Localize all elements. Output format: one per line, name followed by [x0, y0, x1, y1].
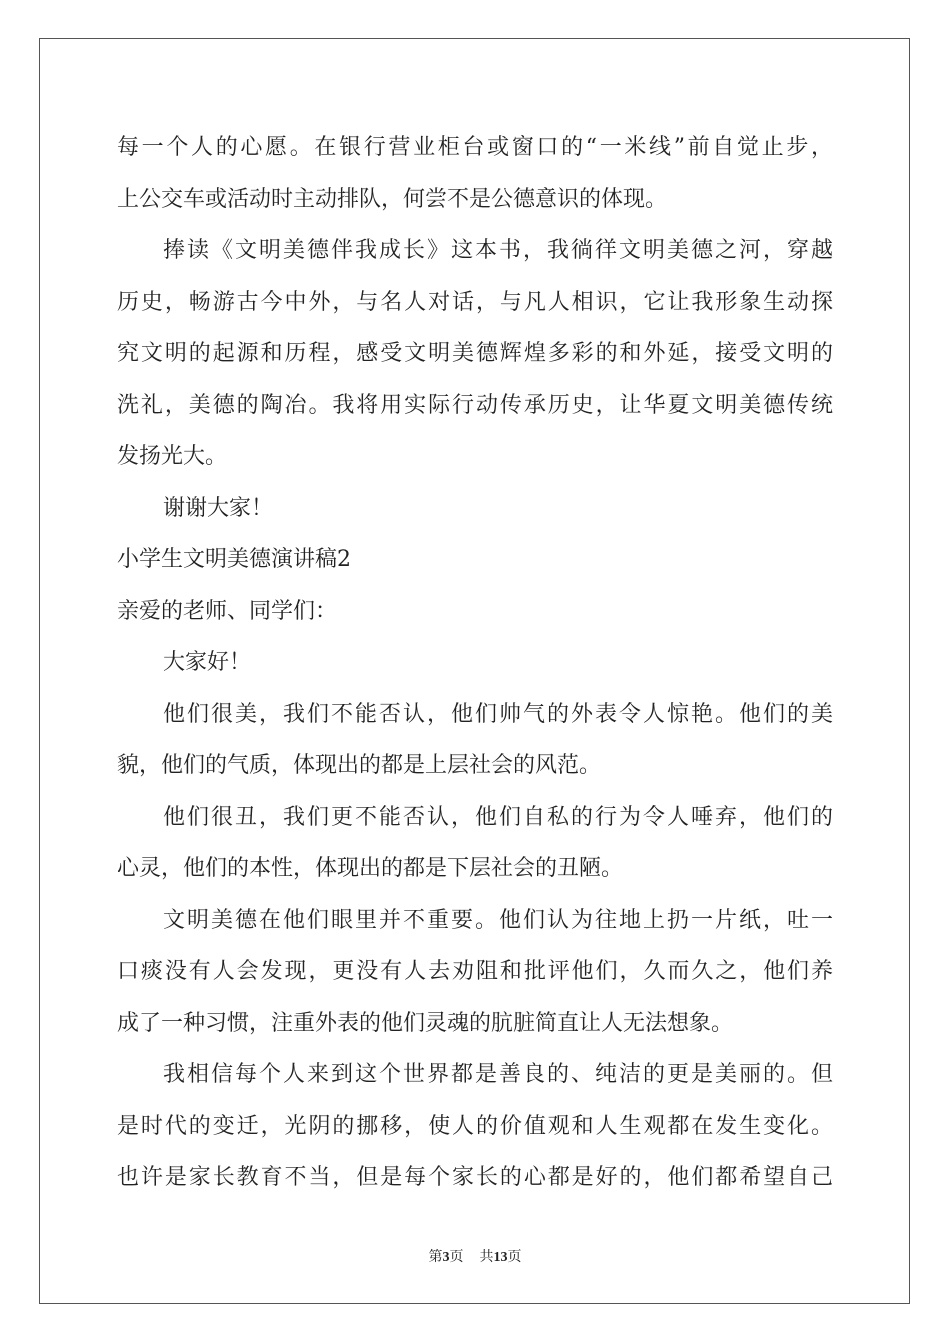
document-body	[117, 122, 833, 1204]
greeting: 大家好！	[163, 650, 252, 675]
text-line: 谢谢大家！	[163, 495, 274, 521]
text-line: 也许是家长教育不当，但是每个家长的心都是好的，他们都希望自己	[117, 1165, 833, 1190]
text-line: 他们很美，我们不能否认，他们帅气的外表令人惊艳。他们的美	[163, 701, 833, 727]
text-line: 究文明的起源和历程，感受文明美德辉煌多彩的和外延，接受文明的	[117, 341, 833, 366]
page-suffix: 页	[449, 1250, 464, 1265]
salutation: 亲爱的老师、同学们：	[117, 598, 338, 624]
text-line: 成了一种习惯，注重外表的他们灵魂的肮脏简直让人无法想象。	[117, 1010, 734, 1036]
page-prefix: 第	[428, 1250, 443, 1265]
text-line: 每一个人的心愿。在银行营业柜台或窗口的“一米线”前自觉止步，	[117, 135, 833, 160]
page-number: 3	[442, 1250, 450, 1265]
page-footer	[0, 1246, 950, 1266]
text-line: 口痰没有人会发现，更没有人去劝阻和批评他们，久而久之，他们养	[117, 959, 833, 984]
text-line: 历史，畅游古今中外，与名人对话，与凡人相识，它让我形象生动探	[117, 289, 833, 315]
text-line: 心灵，他们的本性，体现出的都是下层社会的丑陋。	[117, 856, 624, 881]
text-line: 我相信每个人来到这个世界都是善良的、纯洁的更是美丽的。但	[163, 1062, 833, 1087]
text-line: 是时代的变迁，光阴的挪移，使人的价值观和人生观都在发生变化。	[117, 1113, 833, 1139]
text-line: 貌，他们的气质，体现出的都是上层社会的风范。	[117, 753, 602, 778]
text-line: 捧读《文明美德伴我成长》这本书，我徜徉文明美德之河，穿越	[163, 238, 833, 263]
text-line: 发扬光大。	[117, 444, 228, 469]
total-prefix: 共	[479, 1250, 494, 1265]
page-total: 13	[493, 1250, 508, 1265]
text-line: 他们很丑，我们更不能否认，他们自私的行为令人唾弃，他们的	[163, 804, 833, 830]
text-line: 洗礼，美德的陶冶。我将用实际行动传承历史，让华夏文明美德传统	[117, 392, 833, 418]
section-title: 小学生文明美德演讲稿2	[117, 547, 351, 572]
text-line: 上公交车或活动时主动排队，何尝不是公德意识的体现。	[117, 186, 668, 212]
text-line: 文明美德在他们眼里并不重要。他们认为往地上扔一片纸，吐一	[163, 907, 833, 933]
total-suffix: 页	[507, 1250, 522, 1265]
